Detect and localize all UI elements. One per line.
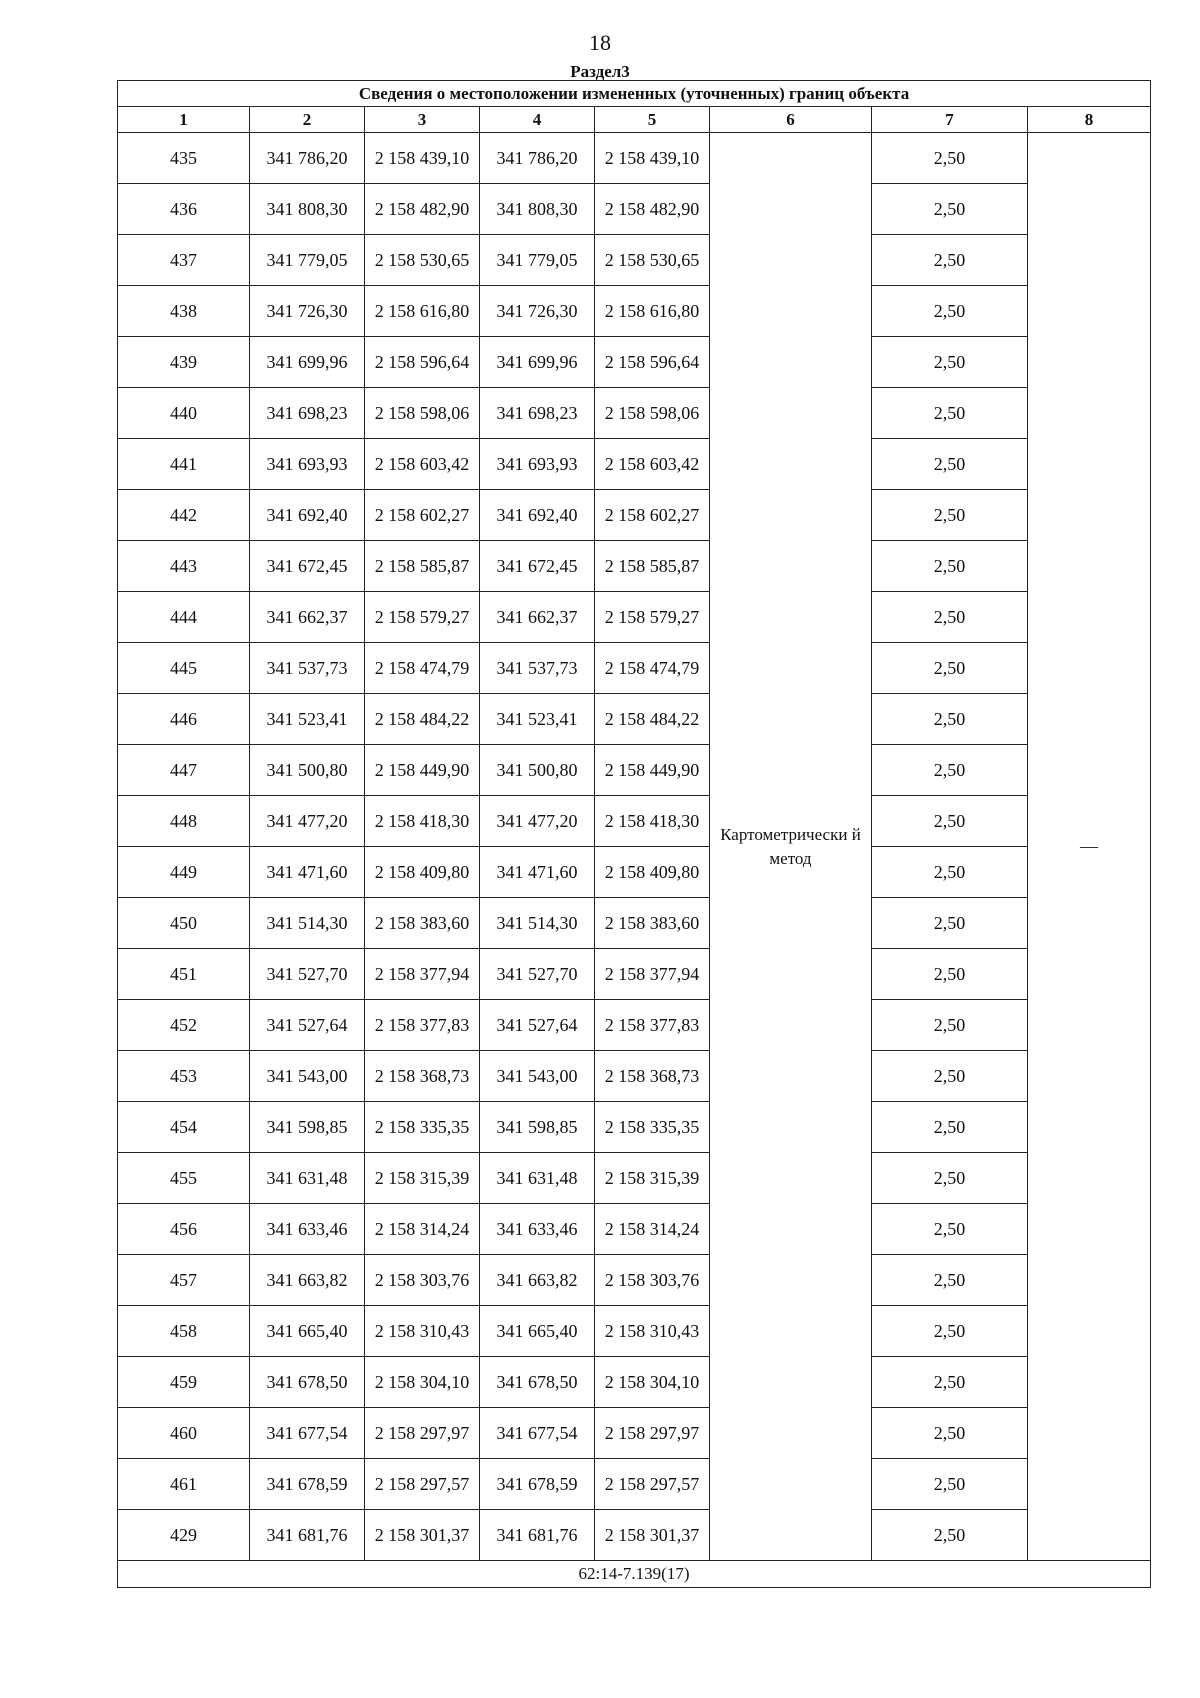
y-existing-cell: 2 158 602,27	[365, 490, 480, 541]
y-refined-cell: 2 158 314,24	[595, 1204, 710, 1255]
y-refined-cell: 2 158 409,80	[595, 847, 710, 898]
y-refined-cell: 2 158 530,65	[595, 235, 710, 286]
table-row	[118, 1000, 1151, 1051]
table-row	[118, 643, 1151, 694]
x-refined-cell: 341 631,48	[480, 1153, 595, 1204]
y-refined-cell: 2 158 474,79	[595, 643, 710, 694]
column-number: 7	[872, 107, 1028, 133]
accuracy-cell: 2,50	[872, 490, 1028, 541]
point-number-cell: 449	[118, 847, 250, 898]
x-refined-cell: 341 665,40	[480, 1306, 595, 1357]
point-number-cell: 456	[118, 1204, 250, 1255]
y-existing-cell: 2 158 297,97	[365, 1408, 480, 1459]
y-existing-cell: 2 158 304,10	[365, 1357, 480, 1408]
y-existing-cell: 2 158 310,43	[365, 1306, 480, 1357]
point-number-cell: 447	[118, 745, 250, 796]
point-number-cell: 461	[118, 1459, 250, 1510]
table-row	[118, 898, 1151, 949]
x-refined-cell: 341 598,85	[480, 1102, 595, 1153]
x-existing-cell: 341 527,70	[250, 949, 365, 1000]
table-row	[118, 1459, 1151, 1510]
accuracy-cell: 2,50	[872, 949, 1028, 1000]
x-refined-cell: 341 527,64	[480, 1000, 595, 1051]
column-number-row	[118, 107, 1151, 133]
y-existing-cell: 2 158 314,24	[365, 1204, 480, 1255]
y-existing-cell: 2 158 377,94	[365, 949, 480, 1000]
x-existing-cell: 341 677,54	[250, 1408, 365, 1459]
accuracy-cell: 2,50	[872, 1204, 1028, 1255]
x-refined-cell: 341 692,40	[480, 490, 595, 541]
y-existing-cell: 2 158 418,30	[365, 796, 480, 847]
table-row	[118, 1051, 1151, 1102]
y-refined-cell: 2 158 603,42	[595, 439, 710, 490]
x-existing-cell: 341 537,73	[250, 643, 365, 694]
y-refined-cell: 2 158 598,06	[595, 388, 710, 439]
y-refined-cell: 2 158 596,64	[595, 337, 710, 388]
y-refined-cell: 2 158 383,60	[595, 898, 710, 949]
point-number-cell: 446	[118, 694, 250, 745]
x-existing-cell: 341 662,37	[250, 592, 365, 643]
y-refined-cell: 2 158 602,27	[595, 490, 710, 541]
y-existing-cell: 2 158 377,83	[365, 1000, 480, 1051]
y-refined-cell: 2 158 585,87	[595, 541, 710, 592]
table-row	[118, 490, 1151, 541]
x-refined-cell: 341 677,54	[480, 1408, 595, 1459]
y-refined-cell: 2 158 335,35	[595, 1102, 710, 1153]
accuracy-cell: 2,50	[872, 1357, 1028, 1408]
accuracy-cell: 2,50	[872, 1306, 1028, 1357]
y-refined-cell: 2 158 368,73	[595, 1051, 710, 1102]
x-refined-cell: 341 672,45	[480, 541, 595, 592]
x-refined-cell: 341 500,80	[480, 745, 595, 796]
x-existing-cell: 341 471,60	[250, 847, 365, 898]
x-refined-cell: 341 698,23	[480, 388, 595, 439]
y-existing-cell: 2 158 335,35	[365, 1102, 480, 1153]
table-caption: Сведения о местоположении измененных (уточненных) границ объекта	[118, 81, 1151, 107]
x-existing-cell: 341 633,46	[250, 1204, 365, 1255]
table-row	[118, 745, 1151, 796]
table-row	[118, 133, 1151, 184]
point-number-cell: 451	[118, 949, 250, 1000]
y-refined-cell: 2 158 616,80	[595, 286, 710, 337]
y-existing-cell: 2 158 596,64	[365, 337, 480, 388]
y-refined-cell: 2 158 301,37	[595, 1510, 710, 1561]
y-existing-cell: 2 158 598,06	[365, 388, 480, 439]
x-existing-cell: 341 808,30	[250, 184, 365, 235]
x-existing-cell: 341 681,76	[250, 1510, 365, 1561]
y-refined-cell: 2 158 484,22	[595, 694, 710, 745]
column-number: 4	[480, 107, 595, 133]
y-existing-cell: 2 158 315,39	[365, 1153, 480, 1204]
y-existing-cell: 2 158 474,79	[365, 643, 480, 694]
y-existing-cell: 2 158 383,60	[365, 898, 480, 949]
x-refined-cell: 341 678,59	[480, 1459, 595, 1510]
table-row	[118, 439, 1151, 490]
point-number-cell: 437	[118, 235, 250, 286]
accuracy-cell: 2,50	[872, 439, 1028, 490]
y-existing-cell: 2 158 579,27	[365, 592, 480, 643]
column8-cell: —	[1028, 133, 1151, 1561]
table-row	[118, 949, 1151, 1000]
x-existing-cell: 341 543,00	[250, 1051, 365, 1102]
y-refined-cell: 2 158 439,10	[595, 133, 710, 184]
accuracy-cell: 2,50	[872, 388, 1028, 439]
table-row	[118, 337, 1151, 388]
y-existing-cell: 2 158 585,87	[365, 541, 480, 592]
y-refined-cell: 2 158 315,39	[595, 1153, 710, 1204]
x-existing-cell: 341 692,40	[250, 490, 365, 541]
y-refined-cell: 2 158 449,90	[595, 745, 710, 796]
y-existing-cell: 2 158 439,10	[365, 133, 480, 184]
point-number-cell: 460	[118, 1408, 250, 1459]
point-number-cell: 429	[118, 1510, 250, 1561]
point-number-cell: 453	[118, 1051, 250, 1102]
y-existing-cell: 2 158 530,65	[365, 235, 480, 286]
column-number: 5	[595, 107, 710, 133]
accuracy-cell: 2,50	[872, 1000, 1028, 1051]
x-refined-cell: 341 662,37	[480, 592, 595, 643]
x-existing-cell: 341 527,64	[250, 1000, 365, 1051]
x-existing-cell: 341 678,50	[250, 1357, 365, 1408]
table-footer: 62:14-7.139(17)	[118, 1561, 1151, 1588]
y-existing-cell: 2 158 603,42	[365, 439, 480, 490]
table-row	[118, 235, 1151, 286]
y-existing-cell: 2 158 301,37	[365, 1510, 480, 1561]
x-existing-cell: 341 786,20	[250, 133, 365, 184]
accuracy-cell: 2,50	[872, 1510, 1028, 1561]
table-row	[118, 1306, 1151, 1357]
table-row	[118, 1204, 1151, 1255]
y-refined-cell: 2 158 304,10	[595, 1357, 710, 1408]
accuracy-cell: 2,50	[872, 898, 1028, 949]
x-refined-cell: 341 633,46	[480, 1204, 595, 1255]
accuracy-cell: 2,50	[872, 694, 1028, 745]
table-row	[118, 796, 1151, 847]
x-refined-cell: 341 693,93	[480, 439, 595, 490]
x-refined-cell: 341 543,00	[480, 1051, 595, 1102]
accuracy-cell: 2,50	[872, 847, 1028, 898]
accuracy-cell: 2,50	[872, 796, 1028, 847]
accuracy-cell: 2,50	[872, 1102, 1028, 1153]
x-existing-cell: 341 663,82	[250, 1255, 365, 1306]
coordinates-table	[117, 80, 1151, 1588]
column-number: 2	[250, 107, 365, 133]
x-existing-cell: 341 678,59	[250, 1459, 365, 1510]
y-existing-cell: 2 158 368,73	[365, 1051, 480, 1102]
accuracy-cell: 2,50	[872, 643, 1028, 694]
point-number-cell: 436	[118, 184, 250, 235]
column-number: 6	[710, 107, 872, 133]
accuracy-cell: 2,50	[872, 1459, 1028, 1510]
x-refined-cell: 341 523,41	[480, 694, 595, 745]
table-body	[118, 133, 1151, 1561]
accuracy-cell: 2,50	[872, 1408, 1028, 1459]
y-existing-cell: 2 158 482,90	[365, 184, 480, 235]
point-number-cell: 458	[118, 1306, 250, 1357]
column-number: 1	[118, 107, 250, 133]
y-existing-cell: 2 158 449,90	[365, 745, 480, 796]
x-existing-cell: 341 514,30	[250, 898, 365, 949]
y-existing-cell: 2 158 303,76	[365, 1255, 480, 1306]
point-number-cell: 450	[118, 898, 250, 949]
x-existing-cell: 341 631,48	[250, 1153, 365, 1204]
x-refined-cell: 341 663,82	[480, 1255, 595, 1306]
point-number-cell: 442	[118, 490, 250, 541]
point-number-cell: 443	[118, 541, 250, 592]
x-refined-cell: 341 681,76	[480, 1510, 595, 1561]
x-refined-cell: 341 527,70	[480, 949, 595, 1000]
table-row	[118, 1255, 1151, 1306]
column-number: 8	[1028, 107, 1151, 133]
point-number-cell: 455	[118, 1153, 250, 1204]
x-existing-cell: 341 726,30	[250, 286, 365, 337]
x-refined-cell: 341 678,50	[480, 1357, 595, 1408]
x-existing-cell: 341 693,93	[250, 439, 365, 490]
x-existing-cell: 341 500,80	[250, 745, 365, 796]
x-refined-cell: 341 808,30	[480, 184, 595, 235]
point-number-cell: 440	[118, 388, 250, 439]
accuracy-cell: 2,50	[872, 1255, 1028, 1306]
table-row	[118, 541, 1151, 592]
method-cell: Картометрически й метод	[710, 133, 872, 1561]
point-number-cell: 454	[118, 1102, 250, 1153]
point-number-cell: 444	[118, 592, 250, 643]
x-refined-cell: 341 537,73	[480, 643, 595, 694]
accuracy-cell: 2,50	[872, 337, 1028, 388]
table-row	[118, 1153, 1151, 1204]
point-number-cell: 435	[118, 133, 250, 184]
y-refined-cell: 2 158 579,27	[595, 592, 710, 643]
y-refined-cell: 2 158 377,94	[595, 949, 710, 1000]
table-row	[118, 388, 1151, 439]
accuracy-cell: 2,50	[872, 541, 1028, 592]
x-refined-cell: 341 477,20	[480, 796, 595, 847]
point-number-cell: 459	[118, 1357, 250, 1408]
accuracy-cell: 2,50	[872, 1051, 1028, 1102]
accuracy-cell: 2,50	[872, 745, 1028, 796]
y-existing-cell: 2 158 297,57	[365, 1459, 480, 1510]
accuracy-cell: 2,50	[872, 1153, 1028, 1204]
y-refined-cell: 2 158 418,30	[595, 796, 710, 847]
x-existing-cell: 341 665,40	[250, 1306, 365, 1357]
table-row	[118, 184, 1151, 235]
y-refined-cell: 2 158 377,83	[595, 1000, 710, 1051]
accuracy-cell: 2,50	[872, 286, 1028, 337]
point-number-cell: 439	[118, 337, 250, 388]
x-existing-cell: 341 523,41	[250, 694, 365, 745]
column-number: 3	[365, 107, 480, 133]
x-refined-cell: 341 514,30	[480, 898, 595, 949]
table-row	[118, 286, 1151, 337]
x-existing-cell: 341 779,05	[250, 235, 365, 286]
x-refined-cell: 341 471,60	[480, 847, 595, 898]
x-existing-cell: 341 477,20	[250, 796, 365, 847]
x-existing-cell: 341 672,45	[250, 541, 365, 592]
x-refined-cell: 341 726,30	[480, 286, 595, 337]
page-number: 18	[589, 30, 611, 55]
x-refined-cell: 341 779,05	[480, 235, 595, 286]
table-row	[118, 1408, 1151, 1459]
y-existing-cell: 2 158 409,80	[365, 847, 480, 898]
table-row	[118, 1510, 1151, 1561]
accuracy-cell: 2,50	[872, 133, 1028, 184]
point-number-cell: 445	[118, 643, 250, 694]
accuracy-cell: 2,50	[872, 235, 1028, 286]
y-refined-cell: 2 158 310,43	[595, 1306, 710, 1357]
table-row	[118, 847, 1151, 898]
accuracy-cell: 2,50	[872, 592, 1028, 643]
x-refined-cell: 341 699,96	[480, 337, 595, 388]
y-refined-cell: 2 158 297,97	[595, 1408, 710, 1459]
point-number-cell: 448	[118, 796, 250, 847]
table-row	[118, 694, 1151, 745]
x-existing-cell: 341 699,96	[250, 337, 365, 388]
table-row	[118, 592, 1151, 643]
point-number-cell: 452	[118, 1000, 250, 1051]
y-existing-cell: 2 158 616,80	[365, 286, 480, 337]
point-number-cell: 457	[118, 1255, 250, 1306]
y-refined-cell: 2 158 297,57	[595, 1459, 710, 1510]
x-existing-cell: 341 598,85	[250, 1102, 365, 1153]
y-refined-cell: 2 158 482,90	[595, 184, 710, 235]
y-refined-cell: 2 158 303,76	[595, 1255, 710, 1306]
x-refined-cell: 341 786,20	[480, 133, 595, 184]
point-number-cell: 438	[118, 286, 250, 337]
table-row	[118, 1357, 1151, 1408]
point-number-cell: 441	[118, 439, 250, 490]
accuracy-cell: 2,50	[872, 184, 1028, 235]
x-existing-cell: 341 698,23	[250, 388, 365, 439]
y-existing-cell: 2 158 484,22	[365, 694, 480, 745]
table-row	[118, 1102, 1151, 1153]
section-title: Раздел3	[570, 62, 630, 81]
